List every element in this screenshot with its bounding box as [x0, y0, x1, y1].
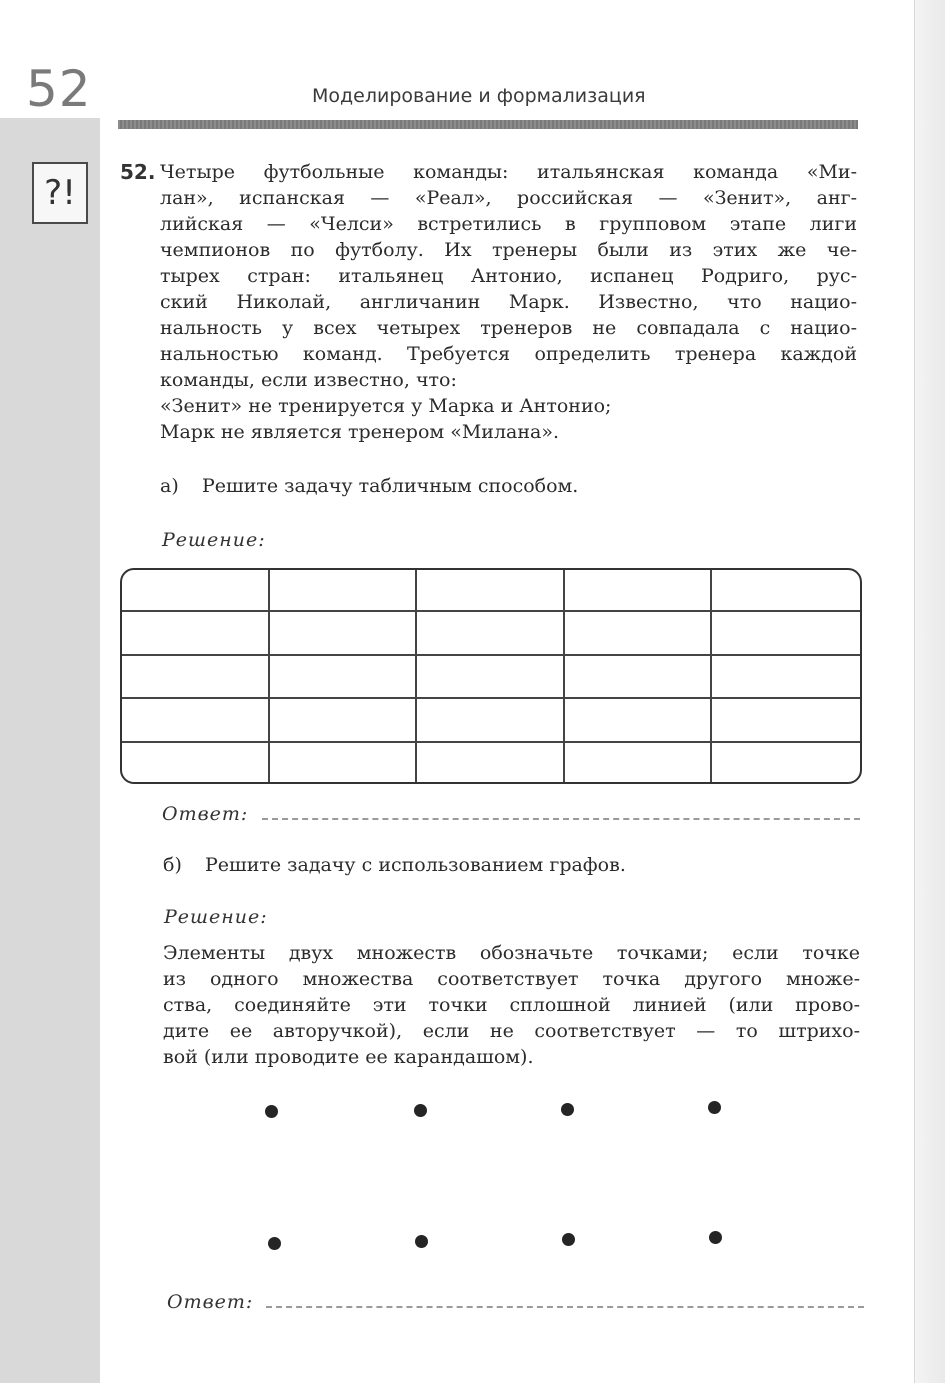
part-b-marker: б) [163, 854, 182, 876]
task-line: «Зенит» не тренируется у Марка и Антонио; [160, 395, 612, 417]
hint-glyph: ?! [44, 173, 76, 213]
part-b-instructions [163, 940, 860, 1070]
task-line: нальностью команд. Требуется определить тренера каждой [160, 343, 857, 365]
table-cell[interactable] [712, 612, 860, 656]
table-cell[interactable] [417, 699, 565, 743]
table-cell[interactable] [122, 699, 270, 743]
part-a-text: Решите задачу табличным способом. [202, 475, 579, 497]
table-cell[interactable] [417, 612, 565, 656]
part-a-answer-label: Ответ: [162, 803, 249, 825]
table-cell[interactable] [122, 612, 270, 656]
task-line: Марк не является тренером «Милана». [160, 421, 560, 443]
task-line: команды, если известно, что: [160, 369, 457, 391]
instruction-line: дите ее авторучкой), если не соответствует — то штрихо- [163, 1020, 860, 1042]
part-a-solution-label: Решение: [162, 529, 266, 551]
task-line: тырех стран: итальянец Антонио, испанец Родриго, рус- [160, 265, 857, 287]
instruction-line: из одного множества соответствует точка другого множе- [163, 968, 860, 990]
instruction-line: Элементы двух множеств обозначьте точками; если точке [163, 942, 860, 964]
task-line: лийская — «Челси» встретились в групповом этапе лиги [160, 213, 857, 235]
table-cell[interactable] [417, 570, 565, 612]
question-exclamation-icon [32, 162, 88, 224]
table-cell[interactable] [565, 612, 713, 656]
part-b-answer-line[interactable] [266, 1306, 864, 1308]
graph-point[interactable] [265, 1105, 278, 1118]
graph-point[interactable] [561, 1103, 574, 1116]
task-line: ский Николай, англичанин Марк. Известно, что нацио- [160, 291, 857, 313]
table-cell[interactable] [712, 743, 860, 782]
task-line: лан», испанская — «Реал», российская — «Зенит», анг- [160, 187, 857, 209]
solution-table[interactable] [120, 568, 862, 784]
graph-point[interactable] [415, 1235, 428, 1248]
part-b-instruction [163, 854, 626, 876]
part-a-instruction [160, 475, 578, 497]
instruction-line: вой (или проводите ее карандашом). [163, 1046, 534, 1068]
table-cell[interactable] [712, 656, 860, 699]
table-cell[interactable] [565, 743, 713, 782]
task-statement [160, 159, 857, 445]
table-cell[interactable] [565, 699, 713, 743]
table-cell[interactable] [122, 570, 270, 612]
header-rule [118, 120, 858, 129]
page-edge [914, 0, 945, 1383]
part-b-text: Решите задачу с использованием графов. [205, 854, 626, 876]
table-cell[interactable] [712, 570, 860, 612]
table-cell[interactable] [270, 570, 418, 612]
graph-point[interactable] [268, 1237, 281, 1250]
graph-point[interactable] [414, 1104, 427, 1117]
graph-point[interactable] [562, 1233, 575, 1246]
part-a-answer-line[interactable] [262, 818, 860, 820]
table-cell[interactable] [417, 743, 565, 782]
task-line: Четыре футбольные команды: итальянская команда «Ми- [160, 161, 857, 183]
side-band [0, 118, 100, 1383]
task-line: чемпионов по футболу. Их тренеры были из этих же че- [160, 239, 857, 261]
page-number: 52 [26, 60, 92, 118]
table-cell[interactable] [712, 699, 860, 743]
table-cell[interactable] [122, 656, 270, 699]
task-line: нальность у всех четырех тренеров не совпадала с нацио- [160, 317, 857, 339]
task-number: 52. [120, 160, 156, 184]
table-cell[interactable] [565, 656, 713, 699]
page-header-title: Моделирование и формализация [312, 85, 646, 107]
graph-point[interactable] [709, 1231, 722, 1244]
table-cell[interactable] [270, 743, 418, 782]
part-a-marker: а) [160, 475, 179, 497]
table-cell[interactable] [417, 656, 565, 699]
table-cell[interactable] [565, 570, 713, 612]
table-cell[interactable] [122, 743, 270, 782]
graph-point[interactable] [708, 1101, 721, 1114]
table-cell[interactable] [270, 699, 418, 743]
table-cell[interactable] [270, 612, 418, 656]
part-b-solution-label: Решение: [164, 906, 268, 928]
instruction-line: ства, соединяйте эти точки сплошной линией (или прово- [163, 994, 860, 1016]
table-cell[interactable] [270, 656, 418, 699]
part-b-answer-label: Ответ: [167, 1291, 254, 1313]
